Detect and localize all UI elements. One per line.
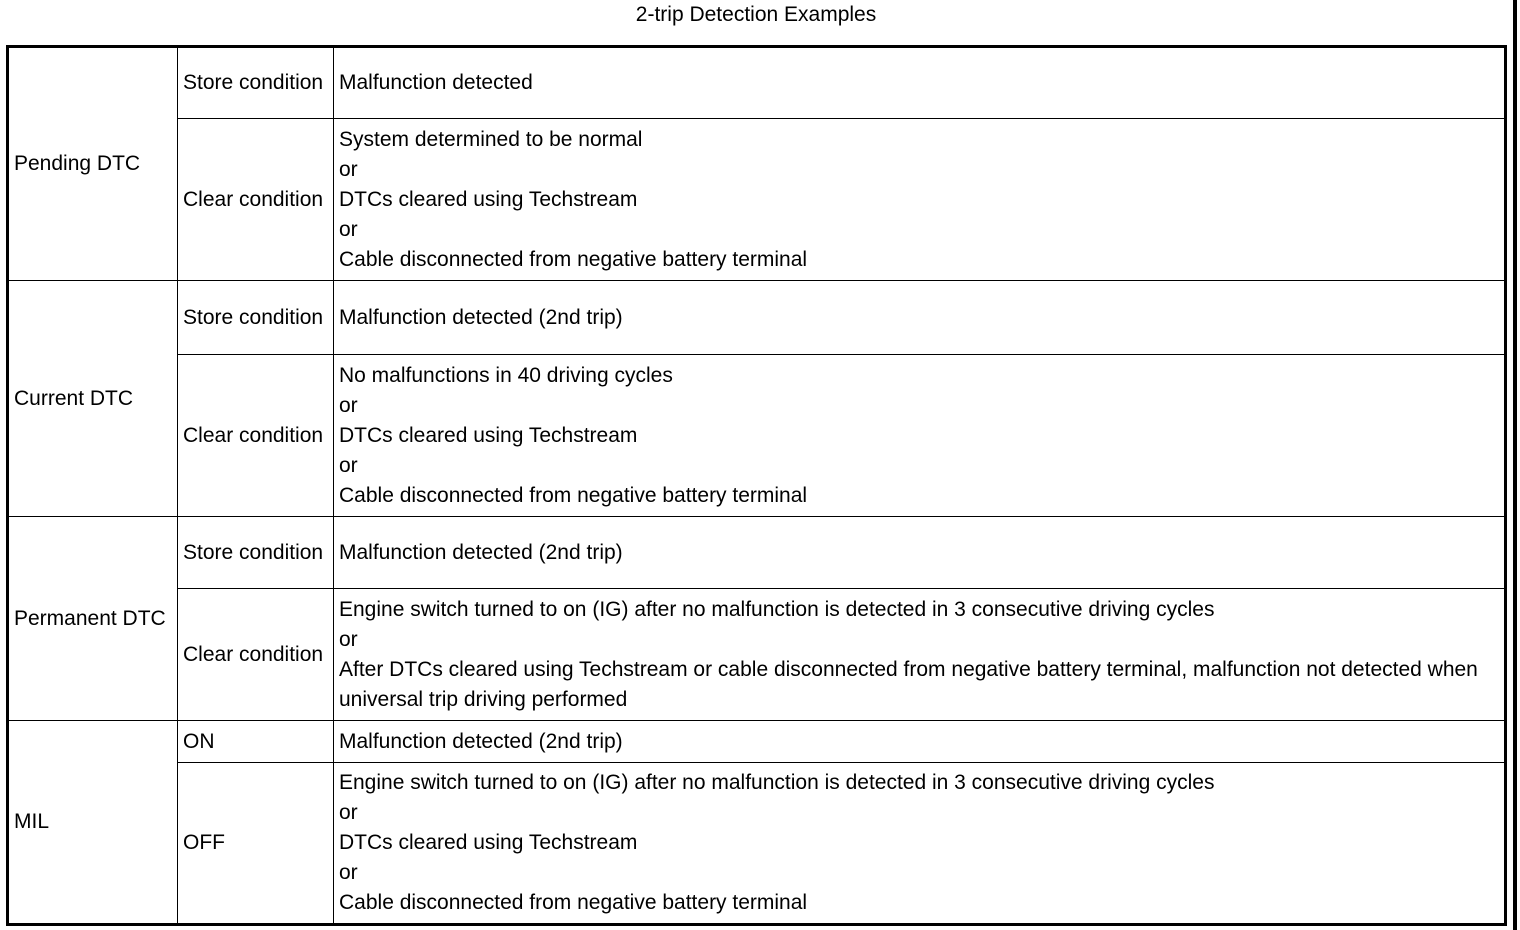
condition-cell: Store condition	[178, 517, 334, 589]
description-line: Engine switch turned to on (IG) after no malfunction is detected in 3 consecutive driving cycles	[339, 597, 1215, 621]
description-line: Cable disconnected from negative battery terminal	[339, 483, 808, 507]
description-line: or	[339, 393, 358, 417]
description-line: DTCs cleared using Techstream	[339, 187, 638, 211]
description-line: Malfunction detected (2nd trip)	[339, 729, 623, 753]
description-line: Malfunction detected (2nd trip)	[339, 305, 623, 329]
description-cell	[334, 589, 1506, 721]
description-cell	[334, 517, 1506, 589]
detection-table	[6, 45, 1507, 926]
item-cell: Pending DTC	[8, 47, 178, 281]
description-cell	[334, 119, 1506, 281]
item-cell: MIL	[8, 721, 178, 925]
description-line: Malfunction detected (2nd trip)	[339, 540, 623, 564]
description-line: After DTCs cleared using Techstream or cable disconnected from negative battery terminal, malfunction not detected when universal trip driving performed	[339, 657, 1478, 711]
description-line: or	[339, 801, 358, 824]
table-row	[8, 763, 1506, 925]
description-cell	[334, 281, 1506, 355]
description-line: DTCs cleared using Techstream	[339, 423, 638, 447]
description-line: Cable disconnected from negative battery terminal	[339, 891, 808, 914]
description-cell	[334, 763, 1506, 925]
table-row	[8, 589, 1506, 721]
description-line: or	[339, 157, 358, 181]
condition-cell: OFF	[178, 763, 334, 925]
description-line: or	[339, 453, 358, 477]
description-line: or	[339, 861, 358, 884]
description-line: DTCs cleared using Techstream	[339, 831, 638, 854]
description-line: Engine switch turned to on (IG) after no malfunction is detected in 3 consecutive driving cycles	[339, 771, 1215, 794]
table-row	[8, 517, 1506, 589]
description-cell	[334, 47, 1506, 119]
item-cell: Permanent DTC	[8, 517, 178, 721]
description-line: System determined to be normal	[339, 127, 643, 151]
condition-cell: Store condition	[178, 47, 334, 119]
description-line: Malfunction detected	[339, 71, 533, 94]
condition-cell: Clear condition	[178, 355, 334, 517]
description-line: No malfunctions in 40 driving cycles	[339, 363, 673, 387]
table-row	[8, 281, 1506, 355]
table-row	[8, 721, 1506, 763]
table-row	[8, 355, 1506, 517]
description-cell	[334, 721, 1506, 763]
right-border-rule	[1513, 0, 1517, 930]
table-row	[8, 119, 1506, 281]
description-cell	[334, 355, 1506, 517]
table-row	[8, 47, 1506, 119]
condition-cell: Clear condition	[178, 589, 334, 721]
page-title: 2-trip Detection Examples	[635, 3, 877, 26]
description-line: Cable disconnected from negative battery terminal	[339, 247, 808, 271]
item-cell: Current DTC	[8, 281, 178, 517]
description-line: or	[339, 627, 358, 651]
description-line: or	[339, 217, 358, 241]
condition-cell: ON	[178, 721, 334, 763]
condition-cell: Store condition	[178, 281, 334, 355]
condition-cell: Clear condition	[178, 119, 334, 281]
